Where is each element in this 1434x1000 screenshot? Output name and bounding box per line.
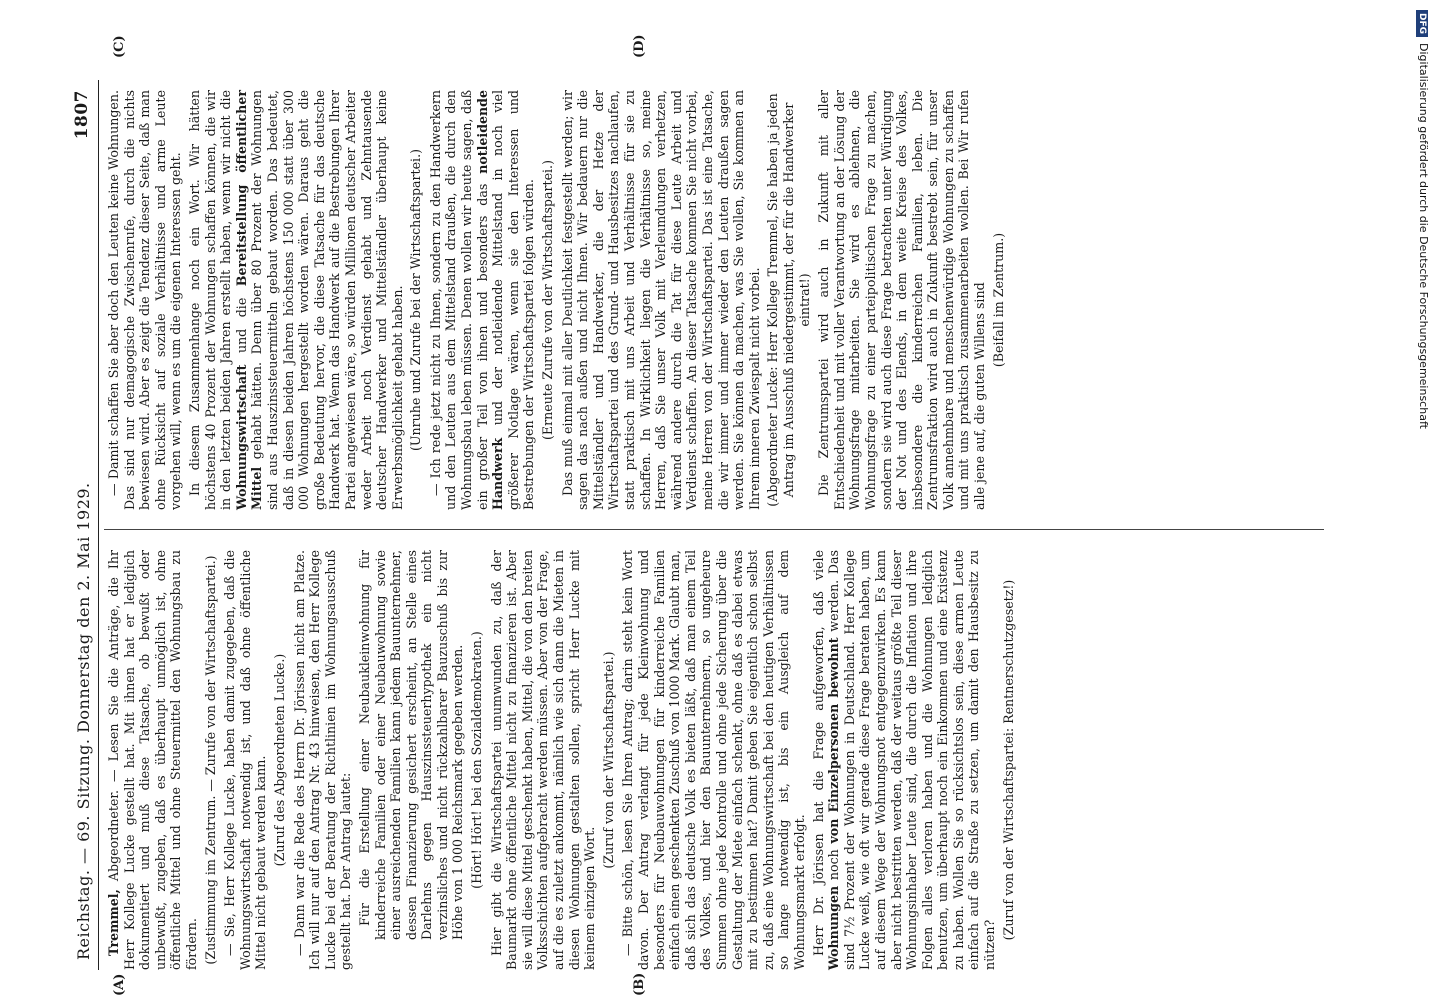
header-rule [98,80,99,970]
digitization-credit [1416,10,1430,429]
emphasis-text: Wohnungen [826,885,842,970]
paragraph: — Damit schaffen Sie aber doch den Leuten keine Wohnungen. Das sind nur demagogische Zwischenrufe, durch die nichts bewiesen wird. Aber es zeigt die Tendenz dieser Seite, daß man ohne Rücksicht auf soziale Verhältnisse und arme Leute vorgehen will, wenn es um die eigenen Interessen geht. [106,90,184,510]
paragraph-text: und der notleidende Mittelstand in noch viel größerer Notlage wären, wenn sie den Interessen und Bestrebungen der Wirtschaftspartei folgen würden. [490,90,537,510]
paragraph: Die Zentrumspartei wird auch in Zukunft mit aller Entschiedenheit und mit voller Verantwortung an der Lösung der Wohnungsfrage mitarbeiten. Sie wird es ablehnen, die Wohnungsfrage zu einer parteipolitischen Frage zu machen, sondern sie wird auch diese Frage betrachten unter Würdigung der Not und des Elends, in dem weite Kreise des Volkes, insbesondere die kinderreichen Familien, leben. Die Zentrumsfraktion wird auch in Zukunft bestrebt sein, für unser Volk annehmbare und menschenwürdige Wohnungen zu schaffen und mit uns praktisch zusammenarbeiten wollen. Bei Wir rufen alle jene auf, die guten Willens sind [816,90,988,510]
paragraph: Hier gibt die Wirtschaftspartei unumwunden zu, daß der Baumarkt ohne öffentliche Mittel nicht zu finanzieren ist. Aber sie will diese Mittel geschenkt haben, Mittel, die von den breiten Volksschichten aufgebracht werden müssen. Aber von der Frage, auf die es zuletzt ankommt, nämlich wie sich dann die Mieten in diesen Wohnungen gestalten sollen, spricht Herr Lucke mit keinem einzigen Wort. [488,550,598,970]
emphasis-text: von Einzelpersonen bewohnt [826,637,842,844]
paragraph: — Bitte schön, lesen Sie Ihren Antrag; darin steht kein Wort davon. Der Antrag verlangt für jede Kleinwohnung und besonders für Neubauwohnungen für kinderreiche Familien einfach einen geschenkten Zuschuß von 1000 Mark. Glaubt man, daß sich das deutsche Volk es bieten läßt, daß man einem Teil des Volkes, und hier den Bauunternehmern, so ungeheure Summen ohne jede Kontrolle und ohne jede Sicherung über die Gestaltung der Miete einfach schenkt, ohne daß es dabei etwas mit zu bestimmen hat? Damit geben Sie eigentlich schon selbst zu, daß eine Wohnungswirtschaft bei den heutigen Verhältnissen so lange notwendig ist, bis ein Ausgleich auf dem Wohnungsmarkt erfolgt. [620,550,807,970]
paragraph-text: und die [233,297,249,354]
interjection: (Zustimmung im Zentrum. — Zurufe von der Wirtschaftspartei.) [202,555,218,965]
emphasis-text: notleidende Handwerk [474,90,506,510]
credit-text: Digitalisierung gefördert durch die Deutsche Forschungsgemeinschaft [1417,43,1430,429]
page-number: 1807 [72,90,92,140]
rotated-document-page [72,30,1372,996]
running-title: Reichstag. — 69. Sitzung. Donnerstag den 2. Mai 1929. [74,482,93,960]
paragraph: — Dann war die Rede des Herrn Dr. Jörissen nicht am Platze. Ich will nur auf den Antrag Nr. 43 hinweisen, den Herr Kollege Lucke bei der Beratung der Richtlinien im Wohnungsausschuß gestellt hat. Der Antrag lautet: [291,550,354,970]
paragraph-text: In diesem Zusammenhange noch ein Wort. Wir hätten höchstens 40 Prozent der Wohnungen schaffen können, die wir in den letzten beiden Jahren erstellt haben, wenn wir nicht die [186,90,234,510]
paragraph-text: gehabt hätten. Denn über 80 Prozent der Wohnungen sind aus Hauszinssteuermitteln gebaut worden. Das bedeutet, daß in diesen beiden Jahren höchstens 150 000 statt über 300 000 Wohnungen hergestellt worden wären. Daraus geht die große Bedeutung hervor, die diese Tatsache für das deutsche Handwerk hat. Wenn das Handwerk auf die Bestrebungen Ihrer Partei angewiesen wäre, so würden Millionen deutscher Arbeiter weder Arbeit noch Verdienst gehabt und Zehntausende deutscher Handwerker und Mittelständler überhaupt keine Erwerbsmöglichkeit gehabt haben. [249,90,405,510]
margin-marker-a: (A) [112,973,127,996]
paragraph-text: werden. Das sind 7½ Prozent der Wohnungen in Deutschland. Herr Kollege Lucke weiß, wie oft wir gerade diese Frage beraten haben, um auf diesem Wege der Wohnungsnot entgegenzuwirken. Es kann aber nicht bestritten werden, daß der weitaus größte Teil dieser Wohnungsinhaber Leute sind, die durch die Inflation und ihre Folgen alles verloren haben und die Wohnungen lediglich benutzen, um überhaupt noch ein Einkommen und eine Existenz zu haben. Wollen Sie so rücksichtslos sein, diese armen Leute einfach auf die Straße zu setzen, um damit den Hausbesitz zu nützen? [826,550,998,970]
paragraph: Das muß einmal mit aller Deutlichkeit festgestellt werden; wir sagen das nach außen und nicht Ihnen. Wir bedauern nur die Mittelständler und Handwerker, die der Hetze der Wirtschaftspartei und des Grund- und Hausbesitzes nachlaufen, statt praktisch mit uns Arbeit und Verhältnisse für sie zu schaffen. In Wirklichkeit liegen die Verhältnisse so, meine Herren, daß Sie unser Volk mit Verleumdungen verhetzen, während andere durch die Tat für diese Leute Arbeit und Verdienst schaffen. An dieser Tatsache kommen Sie nicht vorbei, meine Herren von der Wirtschaftspartei. Das ist eine Tatsache, die wir immer und immer wieder den Leuten draußen sagen werden. Sie können da machen, was Sie wollen, Sie kommen an Ihrem inneren Zwiespalt nicht vorbei. [559,90,762,510]
right-column [106,90,1010,510]
speaker-name: Tremmel, [106,889,121,956]
interjection: (Zuruf von der Wirtschaftspartei.) [600,651,616,869]
dfg-logo: DFG [1416,10,1428,37]
interjection: (Erneute Zurufe von der Wirtschaftspartei.) [540,160,556,440]
interjection: (Zuruf des Abgeordneten Lucke.) [271,653,287,867]
interjection: (Abgeordneter Lucke: Herr Kollege Tremmel, Sie haben ja jeden Antrag im Ausschuß niedergestimmt, der für die Handwerker eintrat!) [765,93,812,507]
interjection: (Zuruf von der Wirtschaftspartei: Rentnerschutzgesetz!) [1000,579,1016,941]
paragraph: — Sie, Herr Kollege Lucke, haben damit zugegeben, daß die Wohnungswirtschaft notwendig ist, und daß ohne öffentliche Mittel nicht gebaut werden kann. [222,550,269,970]
margin-marker-b: (B) [632,972,647,996]
emphasis-text: Wohnungswirtschaft [233,364,249,510]
paragraph-text: Herr Dr. Jörissen hat die Frage aufgeworfen, daß viele [810,550,826,956]
margin-marker-d: (D) [632,34,647,58]
paragraph-text: noch [826,849,842,881]
paragraph-text: — Lesen Sie die Anträge, die Ihr Herr Kollege Lucke gestellt hat. Mit ihnen hat er lediglich dokumentiert und muß diese Tatsache, ob bewußt oder unbewußt, zugeben, daß es überhaupt unmöglich ist, ohne öffentliche Mittel und ohne Steuermittel den Wohnungsbau zu fördern. [106,550,199,970]
interjection: (Hört! Hört! bei den Sozialdemokraten.) [469,631,485,889]
left-column [106,550,1020,970]
paragraph [428,90,537,510]
paragraph [811,550,998,970]
quoted-motion: Für die Erstellung einer Neubaukleinwohnung für kinderreiche Familien oder einer Neubauwohnung sowie einer ausreichenden Familien kann jedem Bauunternehmer, dessen Finanzierung gesichert erscheint, an Stelle eines Darlehns gegen Hauszinssteuerhypothek ein nicht verzinsliches und nicht rückzahlbarer Bauzuschuß bis zur Höhe von 1 000 Reichsmark gegeben werden. [356,550,466,940]
column-rule [104,529,1324,530]
speaker-role: Abgeordneter. [106,790,121,882]
margin-marker-c: (C) [112,35,127,58]
emphasis-text: Bereitstellung öffentlicher Mittel [233,90,265,510]
running-head [72,90,98,970]
interjection: (Beifall im Zentrum.) [990,232,1006,368]
interjection: (Unruhe und Zurufe bei der Wirtschaftspartei.) [408,148,424,452]
paragraph [187,90,405,510]
paragraph-text: — Ich rede jetzt nicht zu Ihnen, sondern zu den Handwerkern und den Leuten aus dem Mittelstand draußen, die durch den Wohnungsbau leben müssen. Denen wollen wir heute sagen, daß ein großer Teil von ihnen und besonders das [427,90,490,510]
paragraph [106,550,200,970]
